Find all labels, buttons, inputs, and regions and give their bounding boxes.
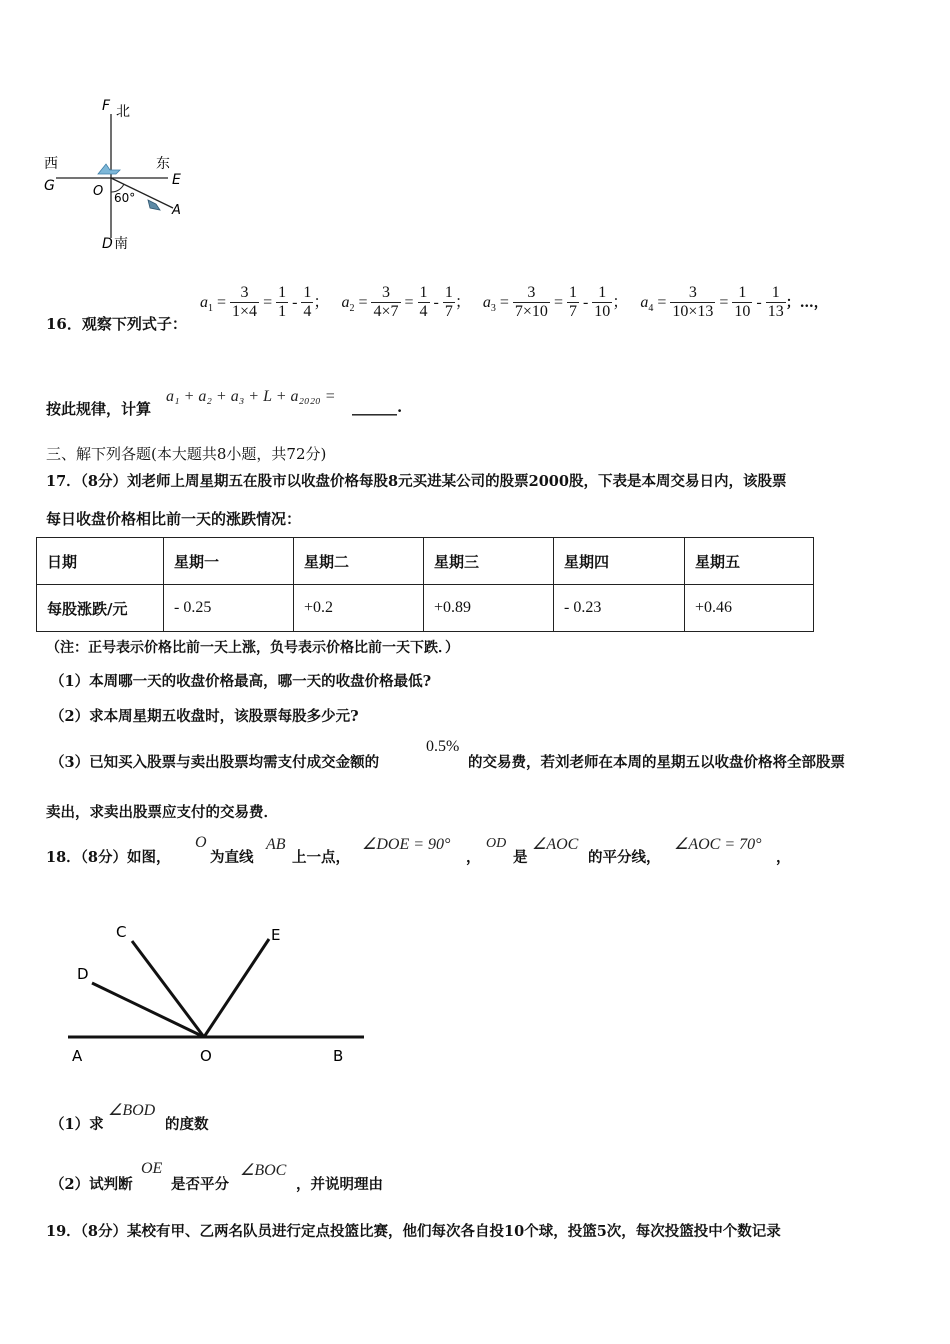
q18-part2-BOC: ∠BOC: [240, 1162, 287, 1179]
q18-comma: ，: [466, 849, 481, 866]
q17-part3-c: 卖出，求卖出股票应支付的交易费．: [46, 804, 278, 821]
label-F: F: [102, 98, 111, 114]
q18-t3: 上一点，: [292, 849, 350, 866]
q18-t1: 18．（8分）如图，: [46, 849, 171, 866]
angle-figure: [60, 915, 380, 1075]
q18-t4: 是: [513, 849, 528, 866]
ship-icon: [98, 164, 120, 174]
label-G: G: [44, 178, 55, 194]
q16-rule: 按此规律，计算: [46, 400, 152, 418]
q18-cond1: ∠DOE = 90°: [362, 836, 451, 853]
label-south: 南: [114, 236, 128, 252]
q17-part2: （2）求本周星期五收盘时，该股票每股多少元?: [50, 708, 359, 725]
angle-label: 60°: [114, 191, 136, 205]
ray-OD: [92, 983, 204, 1037]
label-E: E: [271, 926, 281, 944]
q16-formulas: [200, 284, 828, 322]
a2-expression: $a_2$ = $\frac{3}{4\times 7}$ = $\frac{1}{4}$ - $\frac{1}{7}$ ；: [341, 284, 475, 321]
header-date: 日期: [37, 538, 164, 585]
ray-OC: [132, 941, 204, 1037]
compass-figure: [38, 96, 198, 256]
section-3-heading: 三、解下列各题(本大题共8小题，共72分): [46, 445, 327, 463]
q18-part2-a: （2）试判断: [50, 1176, 133, 1193]
header-thu: 星期四: [554, 538, 685, 585]
q18-part1-b: 的度数: [165, 1116, 209, 1133]
header-wed: 星期三: [424, 538, 554, 585]
q17-line2: 每日收盘价格相比前一天的涨跌情况：: [46, 510, 302, 528]
q19-line1: 19．（8分）某校有甲、乙两名队员进行定点投篮比赛，他们每次各自投10个球，投篮5次，每次投篮投中个数记录: [46, 1223, 781, 1240]
q17-part3-a: （3）已知买入股票与卖出股票均需支付成交金额的: [50, 754, 380, 771]
label-west: 西: [44, 156, 58, 172]
a1-expression: $a_1$ = $\frac{3}{1\times 4}$ = $\frac{1}{1}$ - $\frac{1}{4}$ ；: [200, 284, 334, 321]
price-change-table: [36, 537, 814, 632]
q18-t5: 的平分线，: [588, 849, 661, 866]
q18-t2: 为直线: [210, 849, 254, 866]
q18-AB: AB: [266, 836, 286, 853]
label-B: B: [333, 1047, 344, 1065]
q18-part2-OE: OE: [141, 1160, 163, 1177]
label-A: A: [72, 1047, 83, 1065]
a3-expression: $a_3$ = $\frac{3}{7\times 10}$ = $\frac{1}{7}$ - $\frac{1}{10}$ ；: [482, 284, 633, 321]
q18-OD: OD: [486, 836, 507, 851]
header-tue: 星期二: [294, 538, 424, 585]
value-thu: - 0.23: [554, 585, 685, 632]
label-E: E: [172, 172, 181, 188]
q18-part2-b: 是否平分: [171, 1176, 229, 1193]
row-label: 每股涨跌/元: [37, 585, 164, 632]
label-O: O: [93, 184, 104, 199]
q18-part1-math: ∠BOD: [108, 1102, 156, 1119]
q17-rate: 0.5%: [426, 738, 460, 755]
label-A: A: [172, 203, 181, 218]
q16-blank: ______.: [352, 398, 403, 416]
value-mon: - 0.25: [164, 585, 294, 632]
q18-part2-c: ，并说明理由: [296, 1176, 383, 1193]
table-header-row: [37, 538, 814, 585]
q17-part1: （1）本周哪一天的收盘价格最高，哪一天的收盘价格最低?: [50, 673, 432, 690]
q18-AOC: ∠AOC: [532, 836, 579, 853]
value-tue: +0.2: [294, 585, 424, 632]
header-fri: 星期五: [685, 538, 814, 585]
table-row: [37, 585, 814, 632]
header-mon: 星期一: [164, 538, 294, 585]
label-D: D: [77, 965, 89, 983]
q16-prefix: 16．观察下列式子：: [46, 315, 187, 333]
q17-part3-b: 的交易费，若刘老师在本周的星期五以收盘价格将全部股票: [468, 754, 845, 771]
label-east: 东: [156, 156, 170, 172]
q18-tail: ，: [776, 849, 791, 866]
q16-sum: a₁ + a₂ + a₃ + L + a₂₀₂₀ =: [166, 388, 336, 405]
q17-line1: 17．（8分）刘老师上周星期五在股市以收盘价格每股8元买进某公司的股票2000股，下表是本周交易日内，该股票: [46, 473, 787, 490]
q18-part1-a: （1）求: [50, 1116, 104, 1133]
label-north: 北: [116, 104, 130, 120]
q18-O: O: [195, 834, 207, 851]
q18-cond2: ∠AOC = 70°: [674, 836, 762, 853]
label-C: C: [116, 923, 127, 941]
value-wed: +0.89: [424, 585, 554, 632]
label-D: D: [102, 236, 113, 252]
ray-OE: [204, 939, 269, 1037]
value-fri: +0.46: [685, 585, 814, 632]
a4-expression: $a_4$ = $\frac{3}{10\times 13}$ = $\frac{1}{10}$ - $\frac{1}{13}$ ；…，: [640, 284, 828, 321]
q17-note: （注：正号表示价格比前一天上涨，负号表示价格比前一天下跌．）: [46, 640, 459, 656]
label-O: O: [200, 1047, 212, 1065]
